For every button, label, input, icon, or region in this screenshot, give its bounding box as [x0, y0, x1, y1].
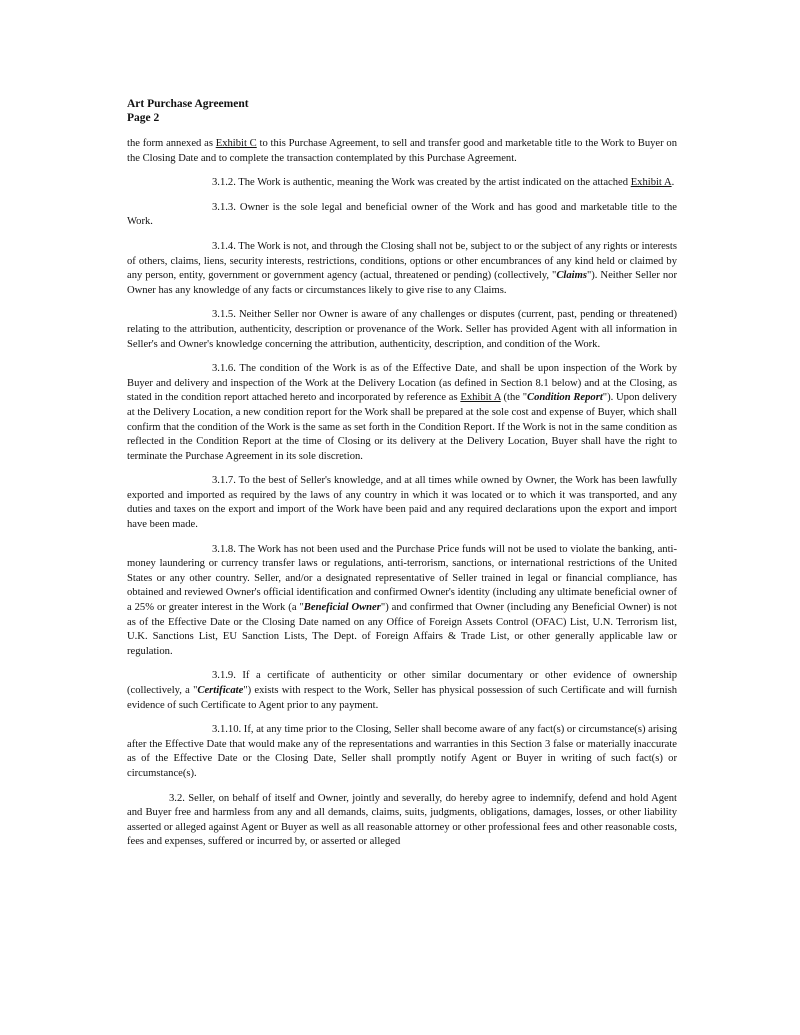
document-page [127, 97, 677, 850]
paragraph-3-2 [127, 792, 677, 850]
defined-term-condition-report: Condition Report [527, 392, 603, 404]
paragraph-continuation [127, 137, 677, 166]
paragraph-text: 3.1.7. To the best of Seller's knowledge, and at all times while owned by Owner, the Work has been lawfully exported and imported as required by the laws of any country in which it was located or to which it was transported, and any duties and taxes on the export and import of the Work have been paid and any required declarations upon the export and import have been made. [127, 475, 677, 531]
document-title: Art Purchase Agreement [127, 98, 249, 110]
paragraph-text: 3.1.5. Neither Seller nor Owner is aware of any challenges or disputes (current, past, pending or threatened) relating to the attribution, authenticity, description or provenance of the Work. Seller has provided Agent with all information in Seller's and Owner's knowledge concerning the attribution, authenticity, description, and condition of the Work. [127, 309, 677, 350]
exhibit-c-link[interactable]: Exhibit C [215, 138, 257, 149]
page-number: Page 2 [127, 112, 160, 124]
paragraph-text: 3.1.8. The Work has not been used and the Purchase Price funds will not be used to violate the banking, anti-money laundering or currency transfer laws or regulations, anti-terrorism, sanctions, or international restrictions of the United States or any other country. Seller, and/or a designated representative of Seller trained in legal or financial compliance, has obtained and reviewed Owner's official identification and confirmed Owner's identity (including any ultimate beneficial owner of a 25% or greater interest in the Work (a " [127, 543, 677, 614]
paragraph-text: 3.1.2. The Work is authentic, meaning the Work was created by the artist indicated on the attached [212, 177, 631, 189]
paragraph-3-1-3 [127, 201, 677, 230]
paragraph-3-1-4 [127, 240, 677, 298]
paragraph-3-1-9 [127, 669, 677, 713]
paragraph-3-1-10 [127, 723, 677, 781]
exhibit-a-link[interactable]: Exhibit A [460, 392, 501, 404]
paragraph-text: 3.1.3. Owner is the sole legal and beneficial owner of the Work and has good and marketable title to the Work. [127, 201, 677, 228]
paragraph-text: ") exists with respect to the Work, Seller has physical possession of such Certificate and will furnish evidence of such Certificate to Agent prior to any payment. [127, 685, 677, 711]
defined-term-claims: Claims [556, 270, 587, 282]
paragraph-text: to this Purchase Agreement, to sell and transfer good and marketable title to the Work to Buyer on the Closing Date and to complete the transaction contemplated by this Purchase Agreement. [127, 138, 678, 164]
paragraph-text: "). Upon delivery at the Delivery Location, a new condition report for the Work shall be prepared at the sole cost and expense of Buyer, which shall confirm that the condition of the Work is the same as set forth in the Condition Report. If the Work is not in the same condition as reflected in the Condition Report at the time of Closing or its delivery at the Delivery Location, Buyer shall have the right to terminate the Purchase Agreement in its sole discretion. [127, 392, 677, 462]
paragraph-text: "). Neither Seller nor Owner has any knowledge of any facts or circumstances likely to give rise to any Claims. [127, 270, 677, 296]
paragraph-text: ") and confirmed that Owner (including any Beneficial Owner) is not as of the Effective Date or the Closing Date named on any Office of Foreign Assets Control (OFAC) List, U.N. Terrorism list, U.K. Sanctions List, EU Sanction Lists, The Dept. of Foreign Affairs & Trade List, or other generally applicable law or regulation. [127, 602, 677, 657]
paragraph-3-1-8 [127, 543, 677, 660]
paragraph-text: (the " [500, 392, 528, 404]
paragraph-3-1-7 [127, 474, 677, 532]
paragraph-text: 3.1.6. The condition of the Work is as of the Effective Date, and shall be upon inspection of the Work by Buyer and delivery and inspection of the Work at the Delivery Location (as defined in Section 8.1 below) and at the Closing, as stated in the condition report attached hereto and incorporated by reference as [127, 363, 677, 404]
defined-term-beneficial-owner: Beneficial Owner [303, 602, 381, 614]
paragraph-text: 3.1.9. If a certificate of authenticity or other similar documentary or other evidence of ownership (collectively, a " [127, 670, 677, 696]
exhibit-a-link[interactable]: Exhibit A [630, 177, 672, 189]
paragraph-3-1-5 [127, 308, 677, 352]
paragraph-3-1-2 [127, 176, 677, 191]
paragraph-text: 3.1.10. If, at any time prior to the Closing, Seller shall become aware of any fact(s) or circumstance(s) arising after the Effective Date that would make any of the representations and warranties in this Section 3 false or materially inaccurate as of the Effective Date or the Closing Date, Seller shall promptly notify Agent or Buyer in writing of such fact(s) or circumstance(s). [127, 724, 677, 779]
paragraph-3-1-6 [127, 362, 677, 464]
paragraph-text: 3.1.4. The Work is not, and through the Closing shall not be, subject to or the subject of any rights or interests of others, claims, liens, security interests, restrictions, conditions, options or other encumbrances of any kind held or claimed by any person, entity, government or government agency (actual, threatened or pending) (collectively, " [127, 240, 677, 282]
defined-term-certificate: Certificate [197, 685, 244, 696]
paragraph-text: . [671, 177, 675, 189]
paragraph-text: 3.2. Seller, on behalf of itself and Owner, jointly and severally, do hereby agree to indemnify, defend and hold Agent and Buyer free and harmless from any and all demands, claims, suits, judgments, obligations, damages, losses, or other liability asserted or alleged against Agent or Buyer as well as all reasonable attorney or other professional fees and other reasonable costs, fees and expenses, suffered or incurred by, or asserted or alleged [127, 792, 677, 848]
paragraph-text: the form annexed as [127, 138, 216, 149]
